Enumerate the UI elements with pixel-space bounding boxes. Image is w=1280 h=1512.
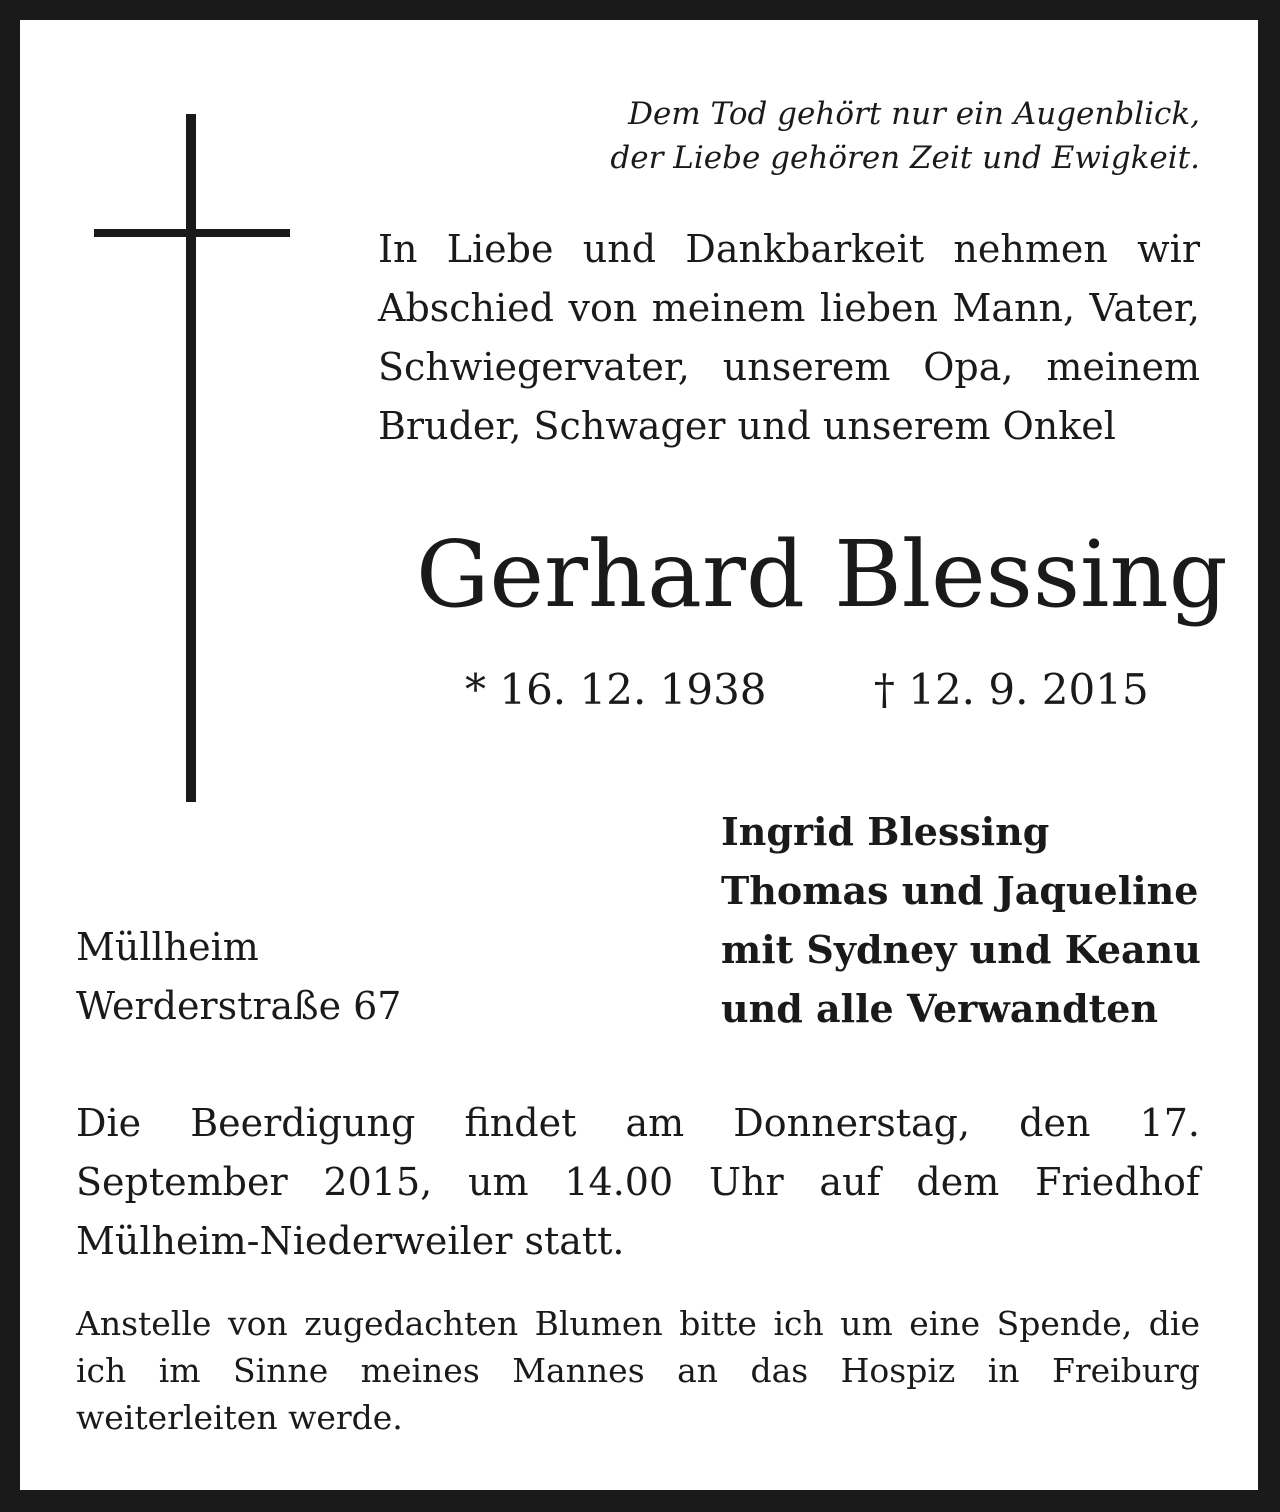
family-member: mit Sydney und Keanu	[721, 927, 1201, 972]
death-date: † 12. 9. 2015	[873, 665, 1149, 714]
address-street: Werderstraße 67	[76, 984, 402, 1028]
intro-text: In Liebe und Dankbarkeit nehmen wir Abschied von meinem lieben Mann, Vater, Schwiegervater, unserem Opa, meinem Bruder, Schwager und unserem Onkel	[378, 227, 1200, 448]
obituary-notice	[20, 20, 1258, 1490]
cross-vertical-bar	[186, 114, 196, 802]
family-signatures	[721, 802, 1201, 1038]
birth-date: * 16. 12. 1938	[465, 665, 767, 714]
funeral-info: Die Beerdigung findet am Donnerstag, den 17. September 2015, um 14.00 Uhr auf dem Friedhof Mülheim-Niederweiler statt.	[76, 1101, 1200, 1263]
family-member: und alle Verwandten	[721, 986, 1159, 1031]
address-city: Müllheim	[76, 925, 259, 969]
address	[76, 918, 402, 1036]
family-member: Thomas und Jaqueline	[721, 868, 1199, 913]
family-member: Ingrid Blessing	[721, 809, 1050, 854]
quote-line-2: der Liebe gehören Zeit und Ewigkeit.	[610, 140, 1200, 176]
cross-horizontal-bar	[94, 229, 290, 237]
deceased-name: Gerhard Blessing	[416, 521, 1228, 628]
donation-note: Anstelle von zugedachten Blumen bitte ich um eine Spende, die ich im Sinne meines Mannes an das Hospiz in Freiburg weiterleiten werde.	[76, 1304, 1200, 1437]
life-dates	[465, 660, 1149, 720]
quote	[610, 92, 1200, 180]
quote-line-1: Dem Tod gehört nur ein Augenblick,	[628, 96, 1200, 132]
